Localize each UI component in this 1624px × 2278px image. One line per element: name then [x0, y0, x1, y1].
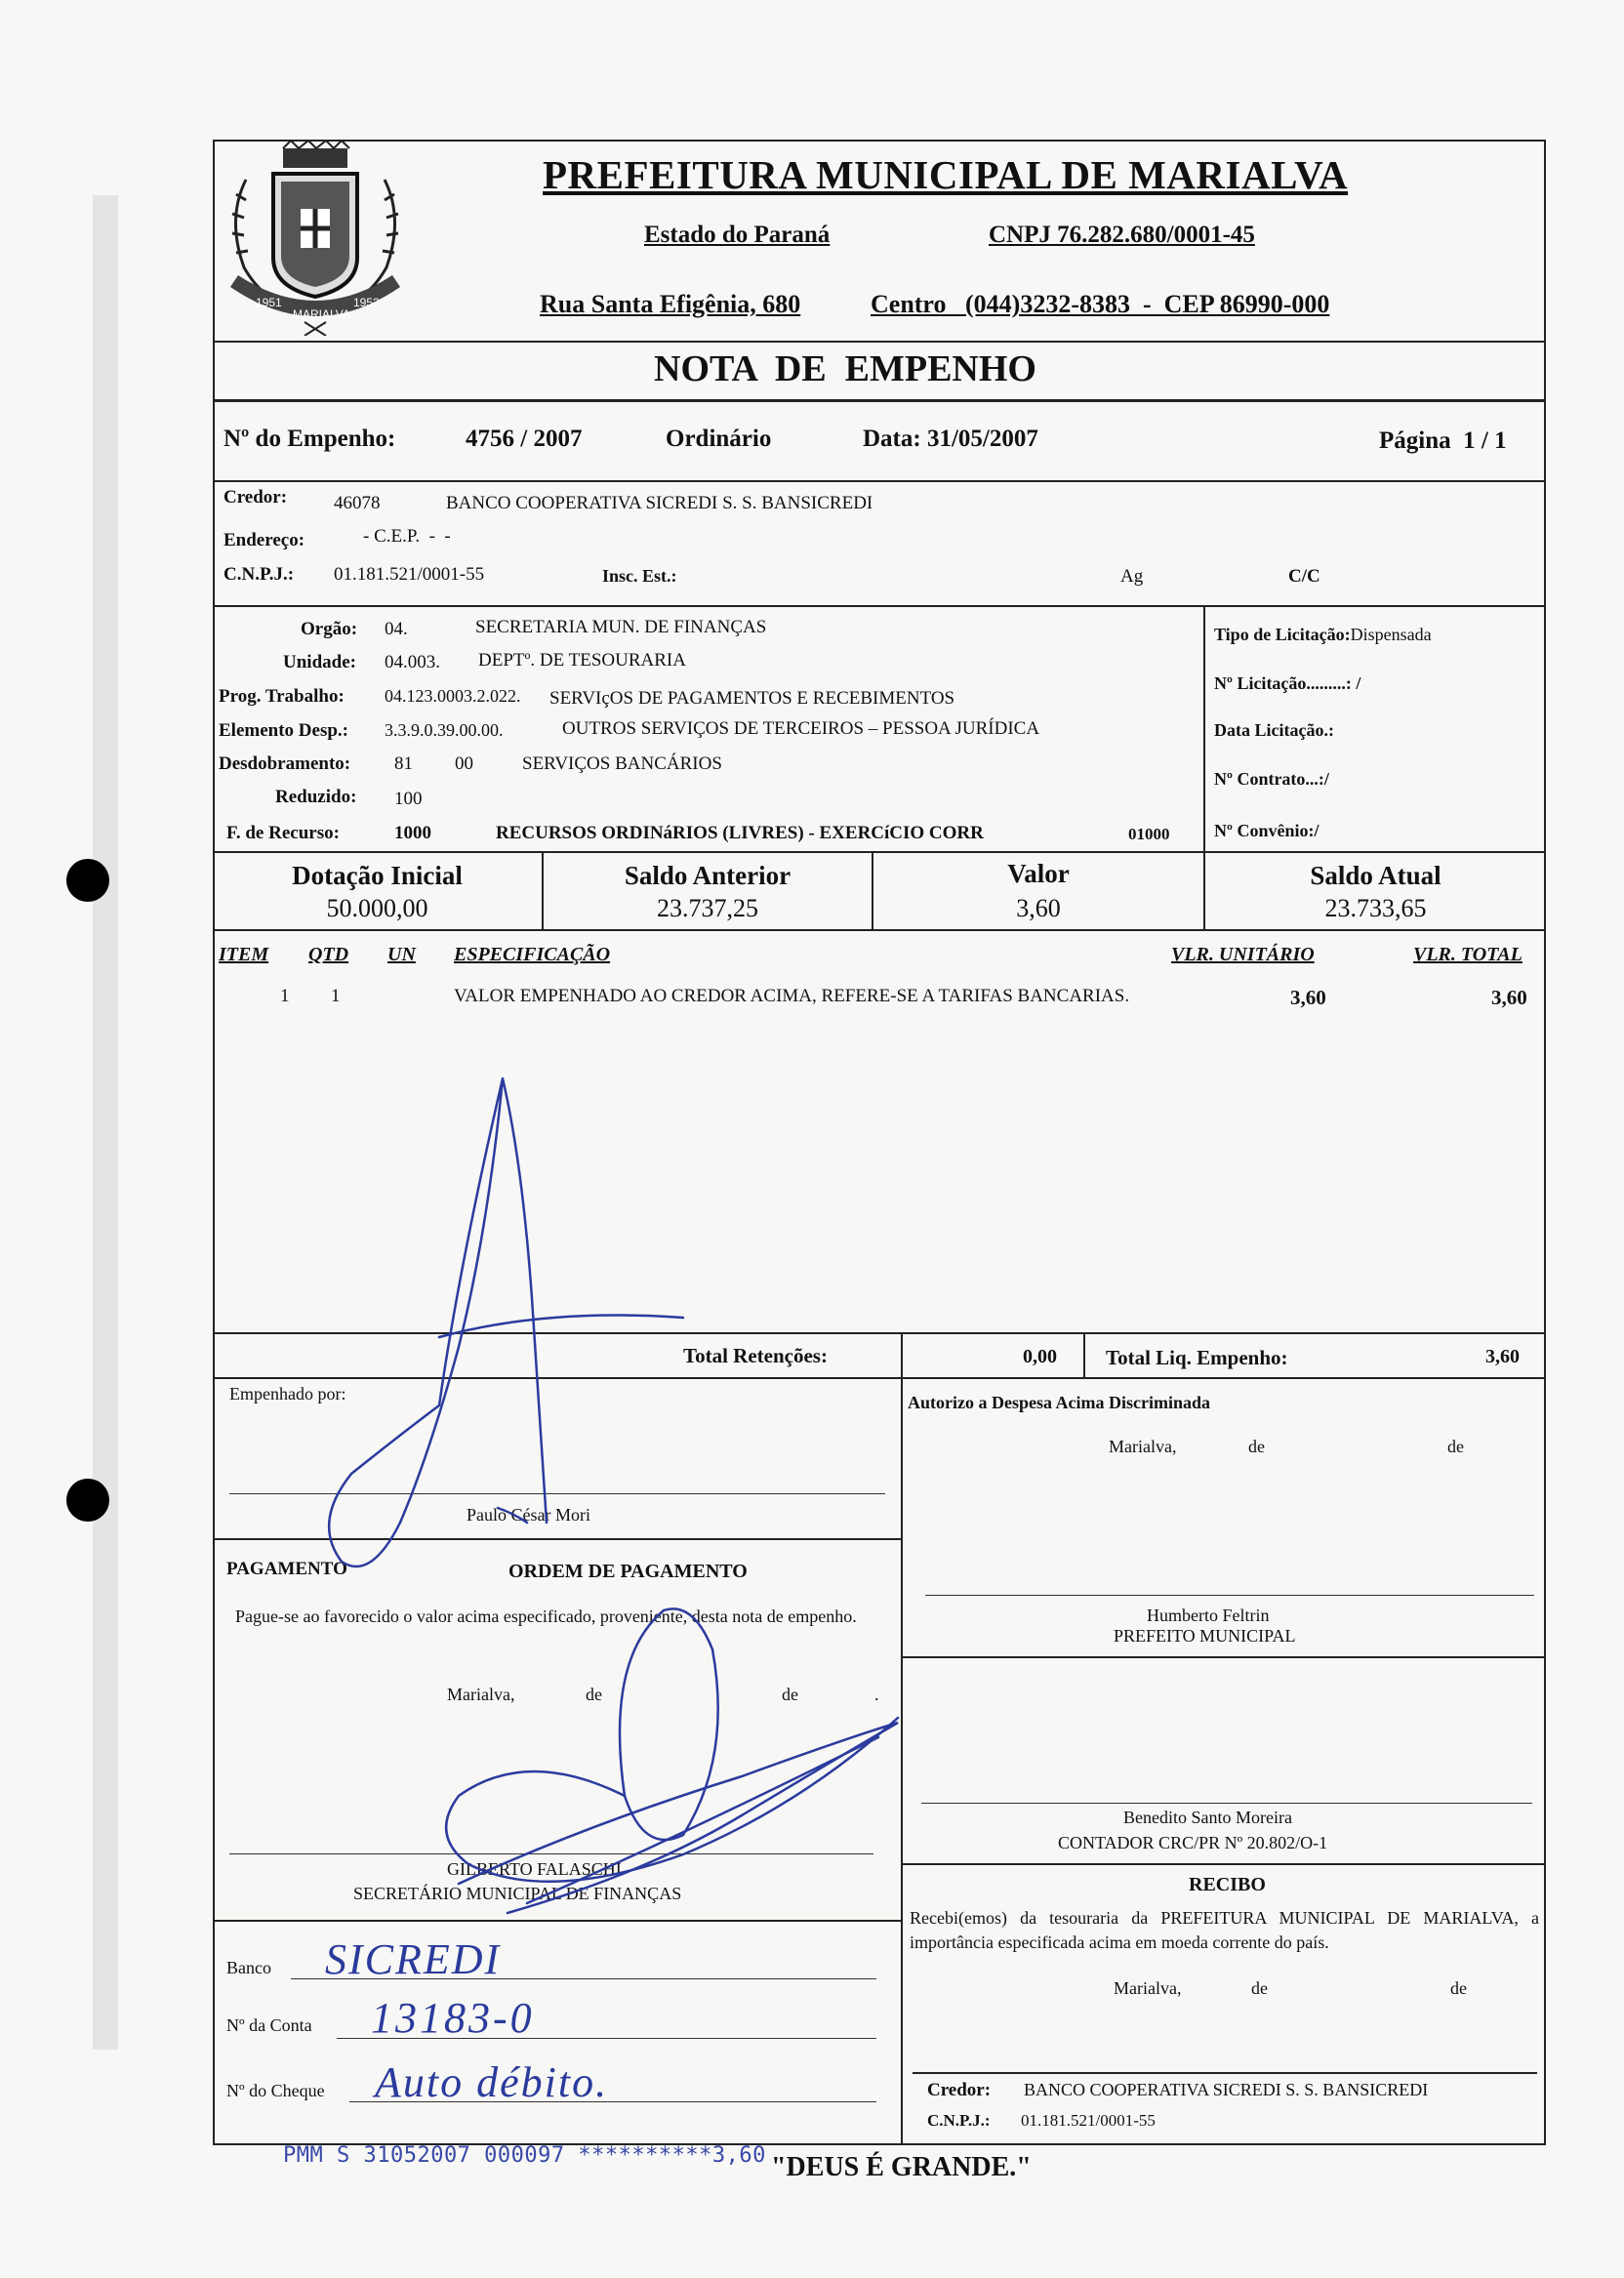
- pagamento-label: PAGAMENTO: [226, 1559, 347, 1579]
- secretario-role: SECRETÁRIO MUNICIPAL DE FINANÇAS: [353, 1884, 682, 1903]
- col-valor-unitario: VLR. UNITÁRIO: [1171, 944, 1315, 965]
- recibo-cnpj-value: 01.181.521/0001-55: [1021, 2111, 1156, 2130]
- desdobramento-subcode: 00: [455, 753, 473, 774]
- reduzido-value: 100: [394, 789, 423, 809]
- col-qtd: QTD: [308, 944, 349, 965]
- saldo-atual-value: 23.733,65: [1324, 894, 1427, 922]
- elemento-name: OUTROS SERVIÇOS DE TERCEIROS – PESSOA JURÍDICA: [562, 718, 1040, 739]
- header-title: PREFEITURA MUNICIPAL DE MARIALVA: [543, 152, 1349, 197]
- empenho-label: Nº do Empenho:: [223, 426, 396, 452]
- empenhado-por-name: Paulo César Mori: [467, 1505, 590, 1525]
- binder-hole: [66, 1479, 109, 1522]
- footer-motto: "DEUS É GRANDE.": [771, 2152, 1032, 2182]
- desdobramento-name: SERVIÇOS BANCÁRIOS: [522, 753, 722, 774]
- empenhado-por-label: Empenhado por:: [229, 1384, 346, 1403]
- banco-label: Banco: [226, 1958, 271, 1977]
- conta-label: Nº da Conta: [226, 2015, 312, 2035]
- row-item: 1: [280, 986, 290, 1006]
- account-label: C/C: [1288, 566, 1320, 587]
- municipal-crest-logo: [217, 141, 414, 336]
- prefeito-role: PREFEITO MUNICIPAL: [1114, 1626, 1296, 1646]
- recurso-label: F. de Recurso:: [226, 823, 340, 843]
- retencoes-value: 0,00: [1023, 1346, 1057, 1367]
- desdobramento-code: 81: [394, 753, 413, 774]
- col-especificacao: ESPECIFICAÇÃO: [454, 944, 611, 965]
- crest-year-left: 1951: [256, 296, 282, 309]
- cnpj-value: 01.181.521/0001-55: [334, 564, 485, 585]
- banco-handwritten: SICREDI: [325, 1935, 502, 1983]
- crest-ribbon-name: MARIALVA: [293, 307, 350, 321]
- credor-label: Credor:: [223, 487, 288, 508]
- elemento-label: Elemento Desp.:: [219, 720, 348, 741]
- header-address: Centro (044)3232-8383 - CEP 86990-000: [871, 290, 1330, 318]
- orgao-label: Orgão:: [301, 619, 358, 639]
- dotacao-label: Dotação Inicial: [292, 861, 463, 890]
- empenho-date: Data: 31/05/2007: [863, 426, 1038, 452]
- recibo-text: Recebi(emos) da tesouraria da PREFEITURA MUNICIPAL DE MARIALVA, a importância especificada acima em moeda corrente do país.: [910, 1908, 1539, 1952]
- cnpj-label: C.N.P.J.:: [223, 564, 295, 585]
- empenho-number: 4756 / 2007: [466, 426, 583, 452]
- cheque-label: Nº do Cheque: [226, 2081, 325, 2100]
- credor-name: BANCO COOPERATIVA SICREDI S. S. BANSICREDI: [446, 493, 873, 513]
- recurso-code-2: 01000: [1128, 825, 1170, 843]
- binder-hole: [66, 859, 109, 902]
- numero-licitacao: Nº Licitação.........: /: [1214, 673, 1361, 693]
- prog-trabalho-code: 04.123.0003.2.022.: [385, 686, 521, 706]
- col-item: ITEM: [219, 944, 269, 965]
- conta-handwritten: 13183-0: [371, 1994, 535, 2042]
- desdobramento-label: Desdobramento:: [219, 753, 351, 774]
- autorizo-place: Marialva,: [1109, 1437, 1177, 1456]
- reduzido-label: Reduzido:: [275, 787, 357, 807]
- recibo-cnpj-label: C.N.P.J.:: [927, 2111, 991, 2130]
- header-street: Rua Santa Efigênia, 680: [540, 290, 801, 318]
- scan-edge-shadow: [93, 195, 118, 2050]
- tipo-licitacao-value: Dispensada: [1350, 625, 1432, 644]
- orgao-name: SECRETARIA MUN. DE FINANÇAS: [475, 617, 767, 637]
- liquido-label: Total Liq. Empenho:: [1106, 1346, 1288, 1369]
- crest-year-right: 1952: [353, 296, 380, 309]
- recurso-code: 1000: [394, 823, 431, 843]
- row-especificacao: VALOR EMPENHADO AO CREDOR ACIMA, REFERE-SE A TARIFAS BANCARIAS.: [454, 986, 1130, 1006]
- autorizo-label: Autorizo a Despesa Acima Discriminada: [908, 1393, 1210, 1412]
- ordem-pagamento-label: ORDEM DE PAGAMENTO: [508, 1561, 748, 1582]
- pagamento-month-sep: de: [782, 1685, 798, 1704]
- recibo-month-sep: de: [1450, 1978, 1467, 1998]
- contador-name: Benedito Santo Moreira: [1123, 1808, 1292, 1827]
- saldo-anterior-label: Saldo Anterior: [624, 861, 792, 890]
- unidade-code: 04.003.: [385, 652, 440, 672]
- document-title: NOTA DE EMPENHO: [654, 348, 1036, 389]
- header-cnpj: CNPJ 76.282.680/0001-45: [989, 222, 1255, 248]
- payment-stamp: PMM S 31052007 000097 **********3,60: [283, 2143, 766, 2168]
- prog-trabalho-name: SERVIçOS DE PAGAMENTOS E RECEBIMENTOS: [549, 688, 955, 709]
- saldo-anterior-value: 23.737,25: [657, 894, 758, 922]
- numero-convenio: Nº Convênio:/: [1214, 821, 1320, 840]
- agency-label: Ag: [1120, 566, 1144, 587]
- pagamento-date-end: .: [874, 1685, 879, 1704]
- col-un: UN: [387, 944, 416, 965]
- cheque-handwritten: Auto débito.: [375, 2058, 609, 2106]
- row-valor-total: 3,60: [1491, 986, 1527, 1009]
- valor-value: 3,60: [1016, 894, 1061, 922]
- liquido-value: 3,60: [1485, 1346, 1520, 1367]
- recibo-label: RECIBO: [1189, 1874, 1266, 1895]
- numero-contrato: Nº Contrato...:/: [1214, 769, 1329, 789]
- recurso-name: RECURSOS ORDINáRIOS (LIVRES) - EXERCíCIO CORR: [496, 823, 984, 843]
- unidade-name: DEPTº. DE TESOURARIA: [478, 650, 686, 671]
- recibo-day-sep: de: [1251, 1978, 1268, 1998]
- unidade-label: Unidade:: [283, 652, 356, 672]
- secretario-name: GILBERTO FALASCHI: [447, 1859, 622, 1879]
- elemento-code: 3.3.9.0.39.00.00.: [385, 720, 504, 740]
- credor-code: 46078: [334, 493, 381, 513]
- pague-se-text: Pague-se ao favorecido o valor acima especificado, proveniente, desta nota de empenho.: [235, 1607, 857, 1626]
- prog-trabalho-label: Prog. Trabalho:: [219, 686, 345, 707]
- orgao-code: 04.: [385, 619, 408, 639]
- recibo-place: Marialva,: [1114, 1978, 1182, 1998]
- dotacao-value: 50.000,00: [326, 894, 428, 922]
- recibo-credor-value: BANCO COOPERATIVA SICREDI S. S. BANSICREDI: [1024, 2080, 1429, 2099]
- pagamento-place: Marialva,: [447, 1685, 515, 1704]
- row-valor-unitario: 3,60: [1290, 986, 1326, 1009]
- autorizo-day-sep: de: [1248, 1437, 1265, 1456]
- row-qtd: 1: [331, 986, 341, 1006]
- valor-label: Valor: [1007, 859, 1070, 888]
- endereco-value: - C.E.P. - -: [363, 526, 451, 547]
- insc-est-label: Insc. Est.:: [602, 566, 677, 586]
- pagamento-day-sep: de: [586, 1685, 602, 1704]
- empenho-type: Ordinário: [666, 426, 772, 452]
- retencoes-label: Total Retenções:: [683, 1344, 828, 1367]
- data-licitacao: Data Licitação.:: [1214, 720, 1334, 740]
- header-state: Estado do Paraná: [644, 222, 831, 248]
- autorizo-month-sep: de: [1447, 1437, 1464, 1456]
- contador-role: CONTADOR CRC/PR Nº 20.802/O-1: [1058, 1833, 1328, 1852]
- saldo-atual-label: Saldo Atual: [1310, 861, 1441, 890]
- endereco-label: Endereço:: [223, 530, 305, 550]
- prefeito-name: Humberto Feltrin: [1147, 1606, 1270, 1625]
- col-valor-total: VLR. TOTAL: [1413, 944, 1522, 965]
- page-number: Página 1 / 1: [1379, 427, 1507, 454]
- recibo-credor-label: Credor:: [927, 2080, 992, 2100]
- tipo-licitacao-label: Tipo de Licitação:Dispensada: [1214, 625, 1432, 644]
